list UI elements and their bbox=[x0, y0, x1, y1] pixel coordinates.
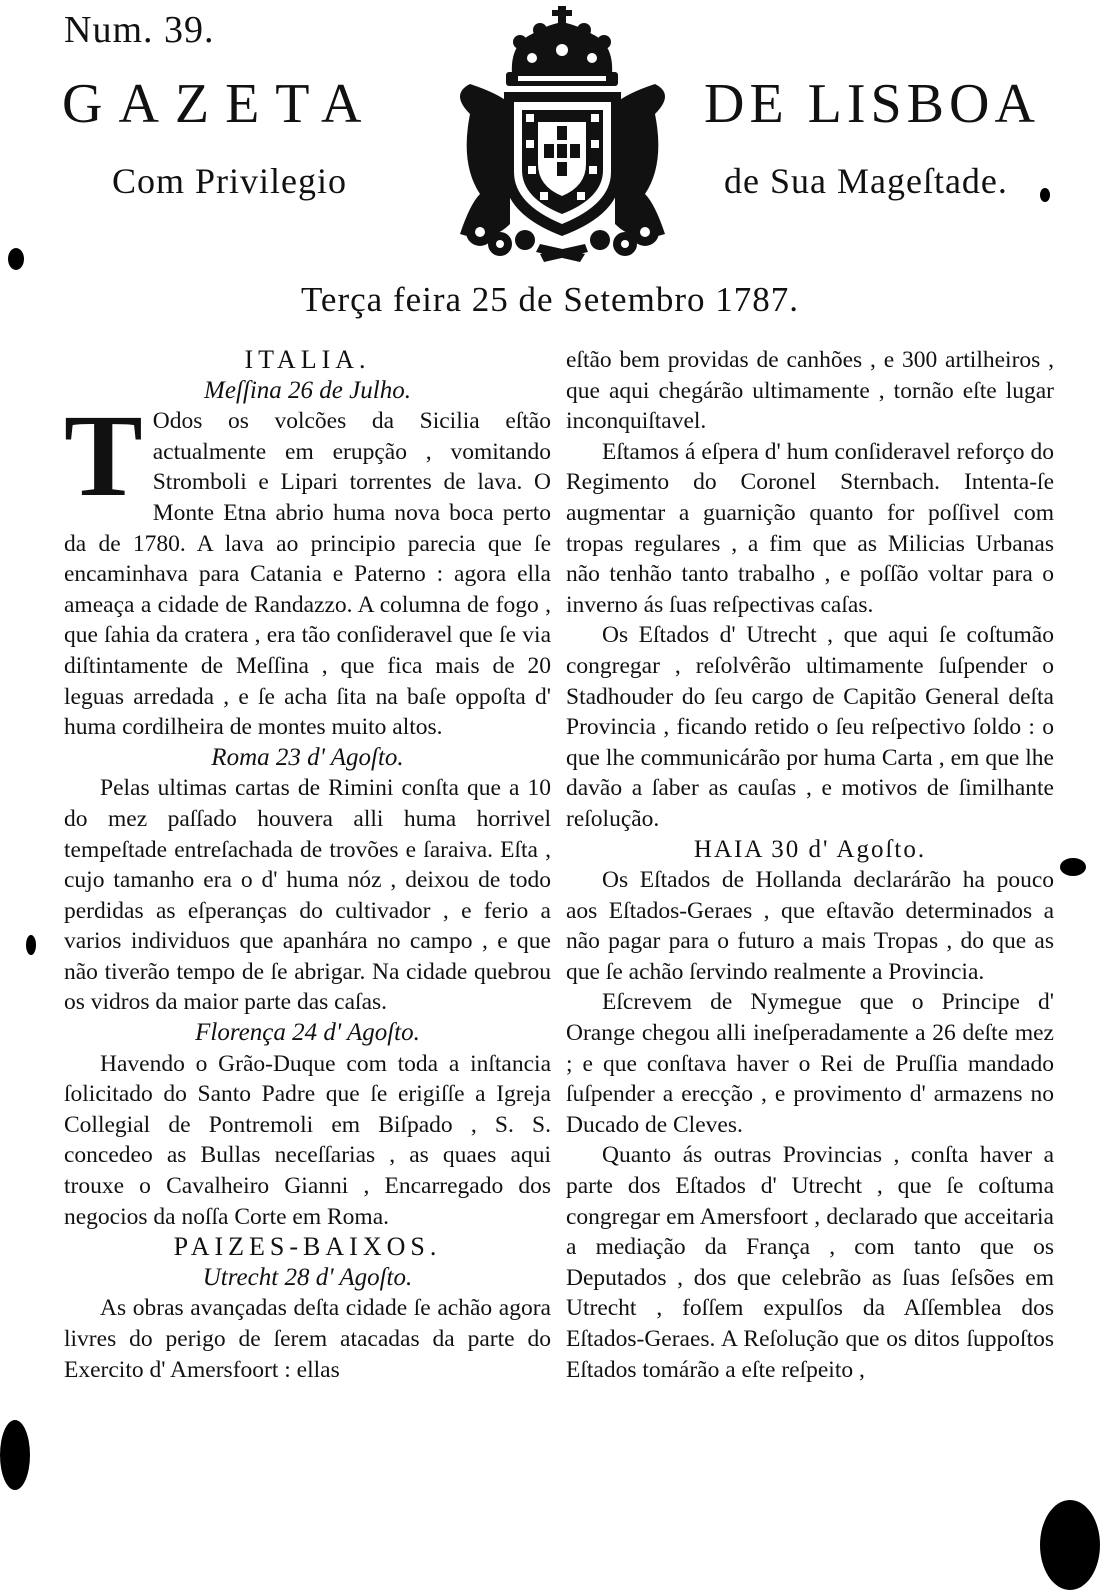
article-roma: Pelas ultimas cartas de Rimini conſta que a 10 do mez paſſado houvera alli huma horrivel tempeſtade entreſachada de trovões e ſaraiva. Eſta , cujo tamanho era o d' huma nóz , deixou de todo perdidas as eſperanças do cultivador , e ferio a varios individuos que apanhára no campo , e que não tiverão tempo de ſe abrigar. Na cidade quebrou os vidros da maior parte das caſas. bbox=[64, 775, 551, 1016]
article-haia-2: Eſcrevem de Nymegue que o Principe d' Orange chegou alli ineſperadamente a 26 deſte mez ; e que conſtava haver o Rei de Pruſſia mandado ſuſpender a erecção , e provimento d' armazens no Ducado de Cleves. bbox=[566, 989, 1054, 1138]
issue-number: Num. 39. bbox=[64, 9, 215, 51]
article-haia-3: Quanto ás outras Provincias , conſta haver a parte dos Eſtados d' Utrecht , que ſe coſtuma congregar em Amersfoort , declarado que acceitaria a mediação da França , com tanto que os Deputados , dos que celebrão as ſuas ſeſsões em Utrecht , foſſem expulſos da Aſſemblea dos Eſtados-Geraes. A Reſolução que os ditos ſuppoſtos Eſtados tomárão a eſte reſpeito , bbox=[566, 1142, 1054, 1383]
article-utrecht-continued-2: Eſtamos á eſpera d' hum conſideravel reforço do Regimento do Coronel Sternbach. Intenta-ſe augmentar a guarnição quanto for poſſivel com tropas regulares , a fim que as Milicias Urbanas não tenhão tanto trabalho , e poſſão voltar para o inverno ás ſuas reſpectivas caſas. bbox=[566, 438, 1054, 618]
dateline-florenca: Florença 24 d' Agoſto. bbox=[195, 1019, 420, 1047]
article-haia-1: Os Eſtados de Hollanda declarárão ha pouco aos Eſtados-Geraes , que eſtavão determinados a não pagar para o futuro a mais Tropas , do que as que ſe achão ſervindo realmente a Provincia. bbox=[566, 867, 1054, 985]
article-utrecht-continued-1: eſtão bem providas de canhões , e 300 artilheiros , que aqui chegárão ultimamente , tornão eſte lugar inconquiſtavel. bbox=[566, 347, 1054, 435]
subtitle-mageſtade: de Sua Mageſtade. bbox=[724, 161, 1008, 201]
dateline-roma: Roma 23 d' Agoſto. bbox=[211, 743, 404, 771]
section-heading-paizes-baixos: PAIZES-BAIXOS. bbox=[173, 1232, 442, 1262]
article-utrecht: As obras avançadas deſta cidade ſe achão agora livres do perigo de ſerem atacadas da parte do Exercito d' Amersfoort : ellas bbox=[64, 1295, 551, 1383]
ink-blot bbox=[1040, 188, 1050, 202]
royal-coat-of-arms-icon bbox=[440, 4, 685, 266]
article-messina-text: Odos os volcões da Sicilia eſtão actualmente em erupção , vomitando Stromboli e Lipari torrentes de lava. O Monte Etna abrio huma nova boca perto da de 1780. A lava ao principio parecia que ſe encaminhava para Catania e Paterno : agora ella ameaça a cidade de Randazzo. A columna de fogo , que ſahia da cratera , era tão conſideravel que ſe via diſtintamente de Meſſina , que fica mais de 20 leguas arredada , e ſe acha ſita na baſe oppoſta d' huma cordilheira de montes muito altos. bbox=[64, 408, 551, 741]
ink-blot bbox=[1040, 1500, 1100, 1590]
drop-cap: T bbox=[64, 390, 143, 522]
dateline-haia: HAIA 30 d' Agoſto. bbox=[693, 835, 927, 863]
section-heading-italia: ITALIA. bbox=[244, 345, 371, 374]
ink-blot bbox=[1060, 858, 1086, 876]
ink-blot bbox=[0, 1420, 30, 1490]
article-florenca: Havendo o Grão-Duque com toda a inſtancia ſolicitado do Santo Padre que ſe erigiſſe a Igreja Collegial de Pontremoli em Biſpado , S. S. concedeo as Bullas neceſſarias , as quaes aqui trouxe o Cavalheiro Gianni , Encarregado dos negocios da noſſa Corte em Roma. bbox=[64, 1050, 551, 1230]
subtitle-privilegio: Com Privilegio bbox=[112, 161, 348, 201]
dateline-messina: Meſſina 26 de Julho. bbox=[204, 376, 411, 404]
article-utrecht-continued-3: Os Eſtados d' Utrecht , que aqui ſe coſtumão congregar , reſolvêrão ultimamente ſuſpender o Stadhouder do ſeu cargo de Capitão General deſta Provincia , ficando retido o ſeu reſpectivo ſoldo : o que lhe communicárão por huma Carta , em que lhe davão a ſaber as cauſas , e motivos de ſimilhante reſolução. bbox=[566, 622, 1054, 832]
left-column bbox=[64, 345, 551, 1385]
ink-blot bbox=[8, 248, 24, 270]
title-gazeta: GAZETA bbox=[62, 73, 378, 135]
right-column bbox=[566, 345, 1054, 1385]
dateline-utrecht: Utrecht 28 d' Agoſto. bbox=[202, 1263, 413, 1291]
title-de-lisboa: DE LISBOA bbox=[704, 73, 1040, 135]
issue-date: Terça feira 25 de Setembro 1787. bbox=[301, 280, 799, 319]
ink-blot bbox=[26, 935, 36, 955]
